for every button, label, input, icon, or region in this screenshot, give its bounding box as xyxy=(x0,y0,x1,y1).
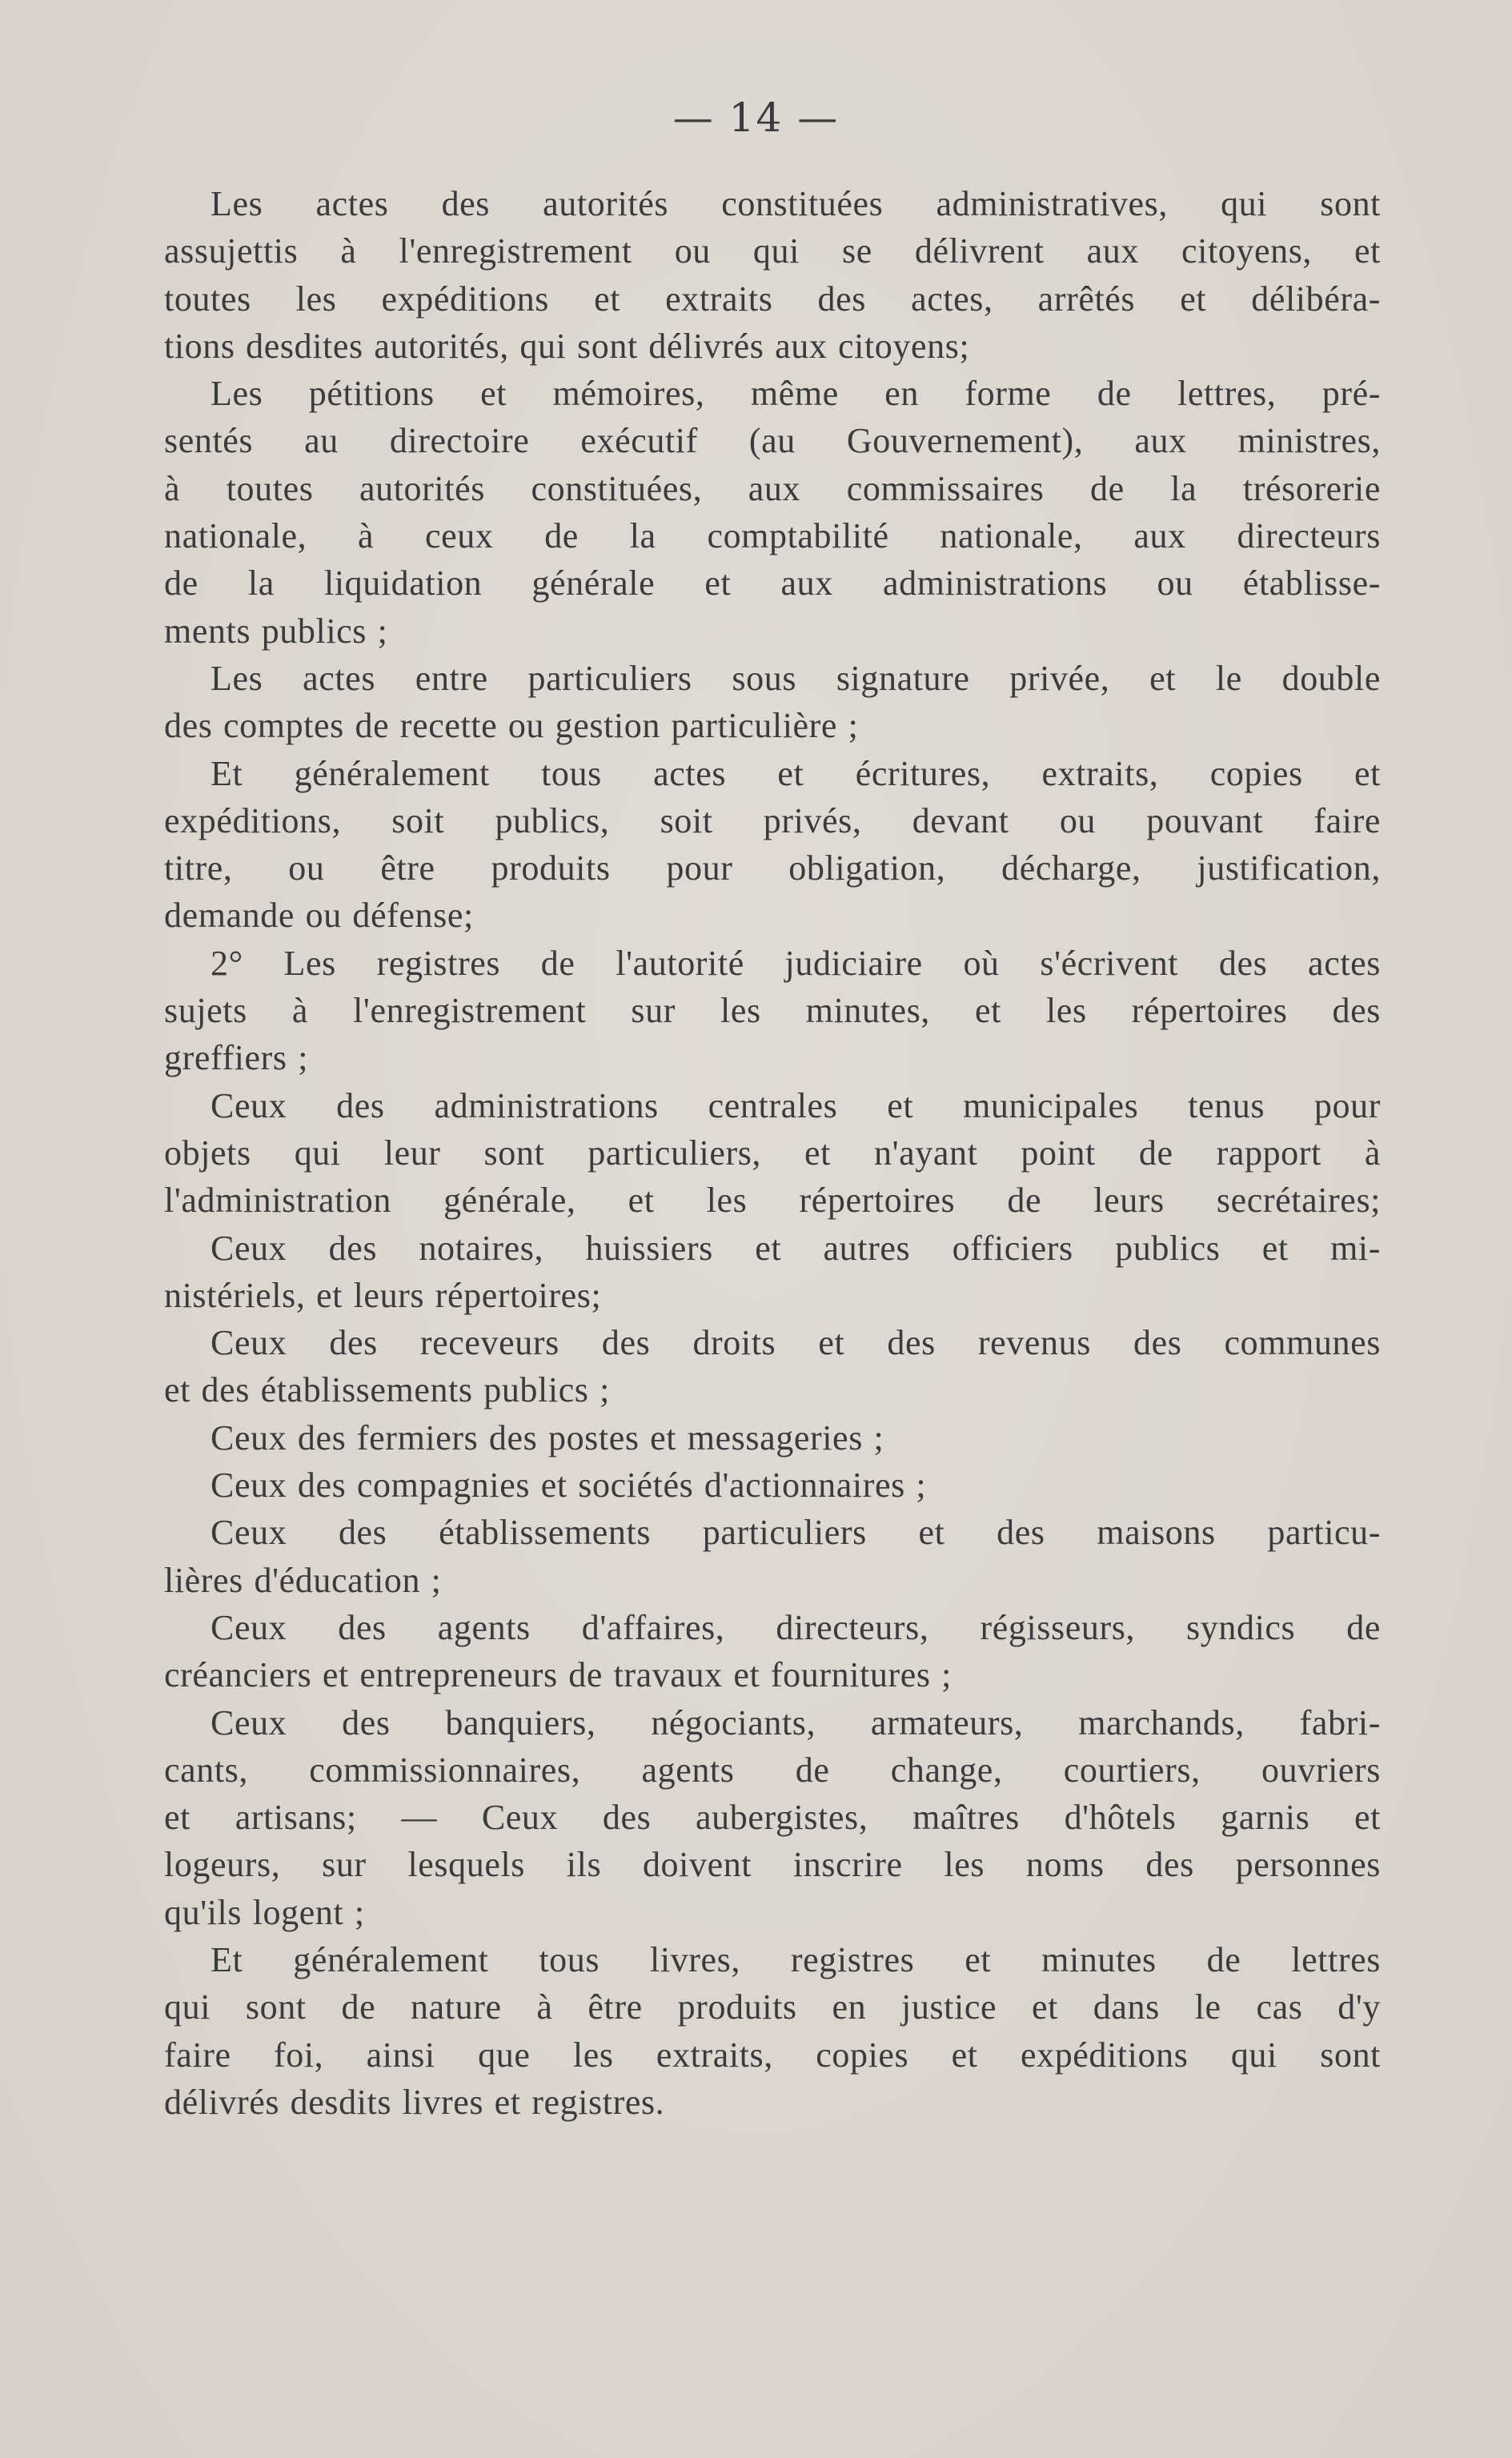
text-line: assujettis à l'enregistrement ou qui se délivrent aux citoyens, et xyxy=(164,231,1381,271)
text-line: titre, ou être produits pour obligation, décharge, justification, xyxy=(164,848,1381,888)
text-line: expéditions, soit publics, soit privés, devant ou pouvant faire xyxy=(164,800,1381,840)
text-line: Les actes entre particuliers sous signature privée, et le double xyxy=(211,658,1381,698)
text-line: sentés au directoire exécutif (au Gouvernement), aux ministres, xyxy=(164,421,1381,461)
text-line: faire foi, ainsi que les extraits, copies et expéditions qui sont xyxy=(164,2035,1381,2075)
text-line: cants, commissionnaires, agents de change, courtiers, ouvriers xyxy=(164,1750,1381,1790)
text-line: nistériels, et leurs répertoires; xyxy=(164,1275,602,1315)
text-line: Les actes des autorités constituées administratives, qui sont xyxy=(211,184,1381,223)
text-line: Les pétitions et mémoires, même en forme de lettres, pré- xyxy=(211,374,1381,414)
text-line: toutes les expéditions et extraits des actes, arrêtés et délibéra- xyxy=(164,279,1381,319)
page-number: — 14 — xyxy=(672,94,840,141)
text-line: Ceux des agents d'affaires, directeurs, régisseurs, syndics de xyxy=(211,1607,1381,1647)
text-line: Ceux des receveurs des droits et des revenus des communes xyxy=(211,1323,1381,1363)
text-line: greffiers ; xyxy=(164,1038,309,1078)
text-line: logeurs, sur lesquels ils doivent inscrire les noms des personnes xyxy=(164,1845,1381,1885)
text-line: 2° Les registres de l'autorité judiciaire où s'écrivent des actes xyxy=(211,943,1381,983)
text-line: à toutes autorités constituées, aux commissaires de la trésorerie xyxy=(164,468,1381,508)
text-line: ments publics ; xyxy=(164,611,388,651)
text-line: délivrés desdits livres et registres. xyxy=(164,2082,665,2122)
text-line: Ceux des banquiers, négociants, armateurs, marchands, fabri- xyxy=(211,1702,1381,1742)
text-line: demande ou défense; xyxy=(164,896,474,936)
text-line: et des établissements publics ; xyxy=(164,1370,610,1410)
text-line: créanciers et entrepreneurs de travaux et fournitures ; xyxy=(164,1655,952,1695)
text-line: Ceux des fermiers des postes et messageries ; xyxy=(211,1417,884,1458)
text-line: et artisans; — Ceux des aubergistes, maîtres d'hôtels garnis et xyxy=(164,1798,1381,1838)
text-line: qui sont de nature à être produits en justice et dans le cas d'y xyxy=(164,1987,1381,2027)
text-line: l'administration générale, et les répertoires de leurs secrétaires; xyxy=(164,1181,1381,1221)
text-line: des comptes de recette ou gestion particulière ; xyxy=(164,706,859,746)
text-line: Ceux des établissements particuliers et des maisons particu- xyxy=(211,1513,1381,1553)
text-line: Et généralement tous livres, registres et minutes de lettres xyxy=(211,1939,1381,1979)
text-line: tions desdites autorités, qui sont délivrés aux citoyens; xyxy=(164,326,970,366)
text-line: Ceux des administrations centrales et municipales tenus pour xyxy=(211,1085,1381,1125)
text-line: sujets à l'enregistrement sur les minutes, et les répertoires des xyxy=(164,991,1381,1031)
text-line: Ceux des compagnies et sociétés d'actionnaires ; xyxy=(211,1466,927,1506)
text-line: Ceux des notaires, huissiers et autres officiers publics et mi- xyxy=(211,1228,1381,1268)
text-line: Et généralement tous actes et écritures, extraits, copies et xyxy=(211,753,1381,793)
text-line: de la liquidation générale et aux administrations ou établisse- xyxy=(164,563,1381,603)
text-line: qu'ils logent ; xyxy=(164,1892,365,1932)
text-line: lières d'éducation ; xyxy=(164,1560,442,1600)
body-text xyxy=(164,180,1381,2126)
text-line: nationale, à ceux de la comptabilité nationale, aux directeurs xyxy=(164,516,1381,556)
text-line: objets qui leur sont particuliers, et n'ayant point de rapport à xyxy=(164,1133,1381,1173)
